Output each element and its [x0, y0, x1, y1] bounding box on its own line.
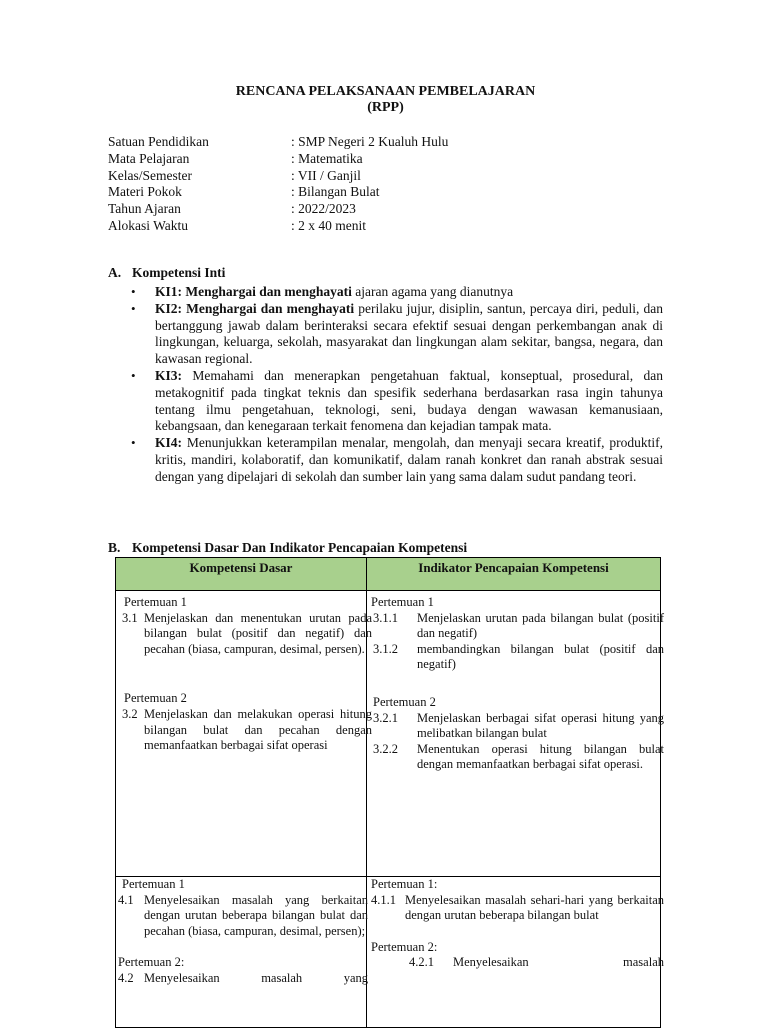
ipk-number: 3.2.2 [373, 741, 398, 756]
kd-item-3-1 [122, 611, 372, 658]
table-row [116, 591, 661, 877]
info-value: : Bilangan Bulat [291, 184, 380, 200]
ipk-number: 3.1.2 [373, 641, 398, 656]
kd-ipk-table [115, 557, 664, 1028]
section-title: Kompetensi Dasar Dan Indikator Pencapaian Kompetensi [132, 540, 468, 555]
table-cell-ipk [367, 877, 664, 1028]
ipk-text: Menyelesaikan masalah sehari-hari yang berkaitan dengan urutan beberapa bilangan bulat [405, 892, 664, 923]
kd-text: Menjelaskan dan melakukan operasi hitung bilangan bulat dan pecahan dengan memanfaatkan berbagai sifat operasi [144, 706, 372, 753]
ipk-text: membandingkan bilangan bulat (positif dan negatif) [417, 641, 664, 672]
ki-bold-phrase: Menghargai dan menghayati [186, 300, 355, 316]
ipk-text: Menjelaskan urutan pada bilangan bulat (positif dan negatif) [417, 610, 664, 641]
kd-item-4-1 [118, 893, 368, 940]
meeting-label: Pertemuan 2 [124, 691, 187, 706]
ipk-item-4-2-1 [409, 955, 664, 971]
meeting-label: Pertemuan 2: [371, 939, 438, 954]
list-item-ki2 [131, 300, 664, 368]
ipk-item-4-1-1 [371, 893, 664, 924]
info-label: Satuan Pendidikan [108, 134, 209, 149]
kd-number: 3.1 [122, 610, 138, 625]
table-header-ipk: Indikator Pencapaian Kompetensi [367, 558, 661, 591]
info-row-tahun [108, 201, 448, 218]
meeting-label: Pertemuan 1 [371, 595, 434, 609]
ipk-item-3-2-2 [373, 742, 664, 773]
bullet-icon: • [131, 284, 136, 299]
identity-block [108, 134, 448, 235]
meeting-label: Pertemuan 2 [373, 694, 436, 709]
info-value: : SMP Negeri 2 Kualuh Hulu [291, 134, 449, 149]
info-value: : 2 x 40 menit [291, 217, 366, 233]
ipk-item-3-2-1 [373, 711, 664, 742]
document-title: RENCANA PELAKSANAAN PEMBELAJARAN [235, 84, 536, 99]
kd-number: 4.2 [118, 970, 134, 985]
info-row-alokasi [108, 218, 448, 235]
list-item-ki4 [131, 435, 663, 485]
ipk-text: Menyelesaikan masalah [453, 955, 664, 970]
document-subtitle: (RPP) [367, 100, 404, 115]
ipk-number: 4.1.1 [371, 892, 396, 907]
kd-text: Menyelesaikan masalah yang [144, 970, 368, 985]
ki-bold-phrase: Menghargai dan menghayati [185, 284, 352, 299]
ipk-number: 3.1.1 [373, 610, 398, 625]
meeting-label: Pertemuan 2: [118, 955, 185, 970]
ipk-number: 4.2.1 [409, 955, 434, 970]
ki-key: KI3: [155, 367, 182, 383]
info-row-materi [108, 184, 448, 201]
meeting-label: Pertemuan 1 [124, 595, 187, 609]
ipk-number: 3.2.1 [373, 710, 398, 725]
ipk-text: Menjelaskan berbagai sifat operasi hitung yang melibatkan bilangan bulat [417, 710, 664, 741]
ki-key: KI1: [155, 284, 182, 299]
kd-number: 3.2 [122, 706, 138, 721]
bullet-icon: • [131, 435, 136, 451]
table-cell-kd [116, 591, 372, 877]
list-item-ki3 [131, 367, 663, 435]
ki-text: Memahami dan menerapkan pengetahuan faktual, konseptual, prosedural, dan metakognitif pada tingkat teknis dan spesifik sederhana berdasarkan rasa ingin tahunya tentang ilmu pengetahuan, teknologi, seni, budaya dengan wawasan kemanusiaan, kebangsaan, dan kenegaraan terkait fenomena dan kejadian tampak mata. [155, 367, 663, 434]
table-cell-kd [116, 877, 367, 1028]
table-header-kd: Kompetensi Dasar [116, 558, 367, 591]
info-label: Alokasi Waktu [108, 217, 189, 233]
info-value: : Matematika [291, 150, 363, 166]
kd-text: Menjelaskan dan menentukan urutan pada bilangan bulat (positif dan negatif) dan pecahan (biasa, campuran, desimal, persen). [144, 610, 372, 656]
bullet-icon: • [131, 300, 136, 316]
info-value: : 2022/2023 [291, 201, 356, 217]
table-cell-ipk [367, 591, 664, 877]
meeting-label: Pertemuan 1: [371, 877, 438, 891]
kd-number: 4.1 [118, 892, 134, 907]
kd-text: Menyelesaikan masalah yang berkaitan dengan urutan beberapa bilangan bulat dan pecahan (biasa, campuran, desimal, persen); [144, 892, 368, 938]
ipk-item-3-1-2 [373, 642, 664, 673]
ki-text: ajaran agama yang dianutnya [351, 284, 514, 299]
table-row [116, 877, 661, 1028]
ipk-item-3-1-1 [373, 611, 664, 642]
info-label: Kelas/Semester [108, 167, 192, 183]
info-row-satuan [108, 134, 448, 151]
ipk-text: Menentukan operasi hitung bilangan bulat dengan memanfaatkan berbagai sifat operasi. [417, 741, 664, 772]
info-label: Tahun Ajaran [108, 201, 181, 217]
section-letter: A. [108, 265, 122, 280]
ki-key: KI4: [155, 435, 182, 451]
info-value: : VII / Ganjil [291, 167, 361, 183]
list-item-ki1 [131, 284, 663, 301]
kd-item-4-2 [118, 971, 368, 987]
section-b-heading [108, 540, 467, 556]
section-title: Kompetensi Inti [132, 265, 226, 280]
kompetensi-inti-list [131, 284, 664, 486]
info-label: Mata Pelajaran [108, 150, 190, 166]
bullet-icon: • [131, 367, 136, 383]
info-row-mapel [108, 151, 448, 168]
info-row-kelas [108, 168, 448, 185]
section-a-heading [108, 265, 225, 281]
ki-text: perilaku jujur, disiplin, santun, percaya diri, peduli, dan bertanggung jawab dalam berinteraksi secara efektif sesuai dengan perkembangan anak di lingkungan, keluarga, sekolah, masyarakat dan lingkungan alam sekitar, bangsa, negara, dan kawasan regional. [155, 300, 664, 367]
meeting-label: Pertemuan 1 [122, 877, 185, 891]
section-letter: B. [108, 540, 121, 555]
ki-key: KI2: [155, 300, 182, 316]
info-label: Materi Pokok [108, 184, 182, 200]
kd-item-3-2 [122, 707, 372, 754]
ki-text: Menunjukkan keterampilan menalar, mengolah, dan menyaji secara kreatif, produktif, kritis, mandiri, kolaboratif, dan komunikatif, dalam ranah konkret dan ranah abstrak sesuai dengan yang dipelajari di sekolah dan sumber lain yang sama dalam sudut pandang teori. [155, 435, 663, 484]
